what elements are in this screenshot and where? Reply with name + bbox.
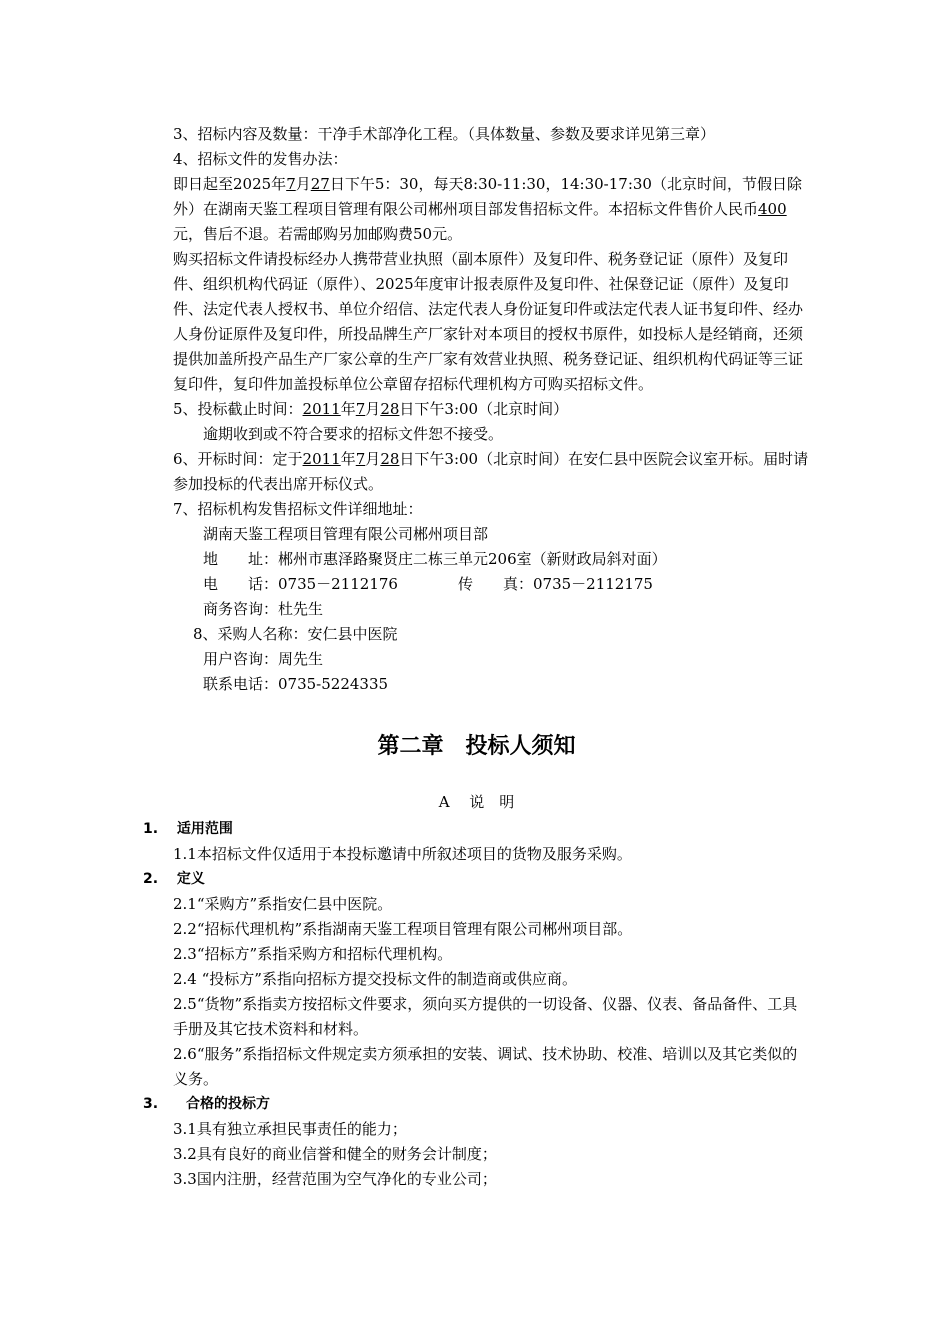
- clause-2-4: 2.4 “投标方”系指向招标方提交投标文件的制造商或供应商。: [173, 970, 577, 988]
- opening-month-unit: 月: [365, 450, 381, 468]
- clause-2-3: 2.3“招标方”系指采购方和招标代理机构。: [173, 945, 453, 963]
- item-4-heading: 4、招标文件的发售办法：: [173, 150, 348, 168]
- agency-phone-fax: [143, 572, 810, 597]
- sale-price: 400: [758, 200, 787, 218]
- agency-name: 湖南天鉴工程项目管理有限公司郴州项目部: [203, 525, 489, 543]
- buyer-phone: 联系电话：0735-5224335: [203, 675, 389, 693]
- clause-2-6: 2.6“服务”系指招标文件规定卖方须承担的安装、调试、技术协助、校准、培训以及其它类似的义务。: [173, 1045, 798, 1088]
- opening-year-unit: 年: [340, 450, 356, 468]
- clause-3-2: 3.2具有良好的商业信誉和健全的财务会计制度；: [173, 1145, 497, 1163]
- opening-day: 28: [380, 450, 400, 468]
- clause-2-1: 2.1“采购方”系指安仁县中医院。: [173, 895, 393, 913]
- agency-contact: 商务咨询：杜先生: [203, 600, 324, 618]
- sale-text-4: 元，售后不退。若需邮购另加邮购费50元。: [173, 225, 463, 243]
- clause-1-1: 1.1本招标文件仅适用于本投标邀请中所叙述项目的货物及服务采购。: [173, 845, 632, 863]
- heading-1-scope: 1. 适用范围: [143, 821, 233, 837]
- deadline-year-unit: 年: [340, 400, 356, 418]
- opening-year: 2011: [302, 450, 341, 468]
- deadline-time: 日下午3:00（北京时间）: [399, 400, 569, 418]
- item-5-deadline: [143, 397, 810, 422]
- clause-2-5: 2.5“货物”系指卖方按招标文件要求，须向买方提供的一切设备、仪器、仪表、备品备件、工具手册及其它技术资料和材料。: [173, 995, 798, 1038]
- deadline-year: 2011: [302, 400, 341, 418]
- sale-text-1: 即日起至2025年: [173, 175, 287, 193]
- heading-3-qualified-bidder: 3. 合格的投标方: [143, 1096, 271, 1112]
- deadline-day: 28: [380, 400, 400, 418]
- opening-month: 7: [355, 450, 366, 468]
- agency-phone: 电 话：0735－2112176: [203, 575, 398, 593]
- chapter-title: 第二章 投标人须知: [377, 734, 576, 759]
- buyer-contact: 用户咨询：周先生: [203, 650, 324, 668]
- sale-month: 7: [286, 175, 296, 193]
- item-6-opening: [143, 447, 810, 497]
- opening-details: 日下午3:00（北京时间）在安仁县中医院会议室开标。届时请参加投标的代表出席开标仪式。: [173, 450, 809, 493]
- deadline-month-unit: 月: [365, 400, 381, 418]
- clause-3-1: 3.1具有独立承担民事责任的能力；: [173, 1120, 407, 1138]
- sale-day: 27: [310, 175, 330, 193]
- item-7-heading: 7、招标机构发售招标文件详细地址：: [173, 500, 423, 518]
- heading-2-definitions: 2. 定义: [143, 871, 205, 887]
- item-5-late-note: 逾期收到或不符合要求的招标文件恕不接受。: [203, 425, 504, 443]
- deadline-month: 7: [355, 400, 366, 418]
- deadline-label: 5、投标截止时间：: [173, 400, 303, 418]
- section-a-heading: A 说 明: [438, 793, 515, 811]
- sale-text-2: 月: [295, 175, 311, 193]
- agency-fax: 传 真：0735－2112175: [457, 575, 653, 593]
- clause-3-3: 3.3国内注册，经营范围为空气净化的专业公司；: [173, 1170, 497, 1188]
- item-4-sale-paragraph: [143, 172, 810, 247]
- item-8-buyer: 8、采购人名称：安仁县中医院: [193, 625, 398, 643]
- sale-text-3: 日下午5：30，每天8:30-11:30，14:30-17:30（北京时间，节假日除外）在湖南天鉴工程项目管理有限公司郴州项目部发售招标文件。本招标文件售价人民币: [173, 175, 802, 218]
- item-4-purchase-requirements: 购买招标文件请投标经办人携带营业执照（副本原件）及复印件、税务登记证（原件）及复印件、组织机构代码证（原件）、2025年度审计报表原件及复印件、社保登记证（原件）及复印件、法定代表人授权书、单位介绍信、法定代表人身份证复印件或法定代表人证书复印件、经办人身份证原件及复印件，所投品牌生产厂家针对本项目的授权书原件，如投标人是经销商，还须提供加盖所投产品生产厂家公章的生产厂家有效营业执照、税务登记证、组织机构代码证等三证复印件，复印件加盖投标单位公章留存招标代理机构方可购买招标文件。: [173, 250, 804, 393]
- item-3-content: 3、招标内容及数量：干净手术部净化工程。（具体数量、参数及要求详见第三章）: [173, 125, 716, 143]
- opening-label: 6、开标时间：定于: [173, 450, 303, 468]
- agency-address: 地 址：郴州市惠泽路聚贤庄二栋三单元206室（新财政局斜对面）: [203, 550, 667, 568]
- clause-2-2: 2.2“招标代理机构”系指湖南天鉴工程项目管理有限公司郴州项目部。: [173, 920, 633, 938]
- document-body: [143, 122, 810, 1192]
